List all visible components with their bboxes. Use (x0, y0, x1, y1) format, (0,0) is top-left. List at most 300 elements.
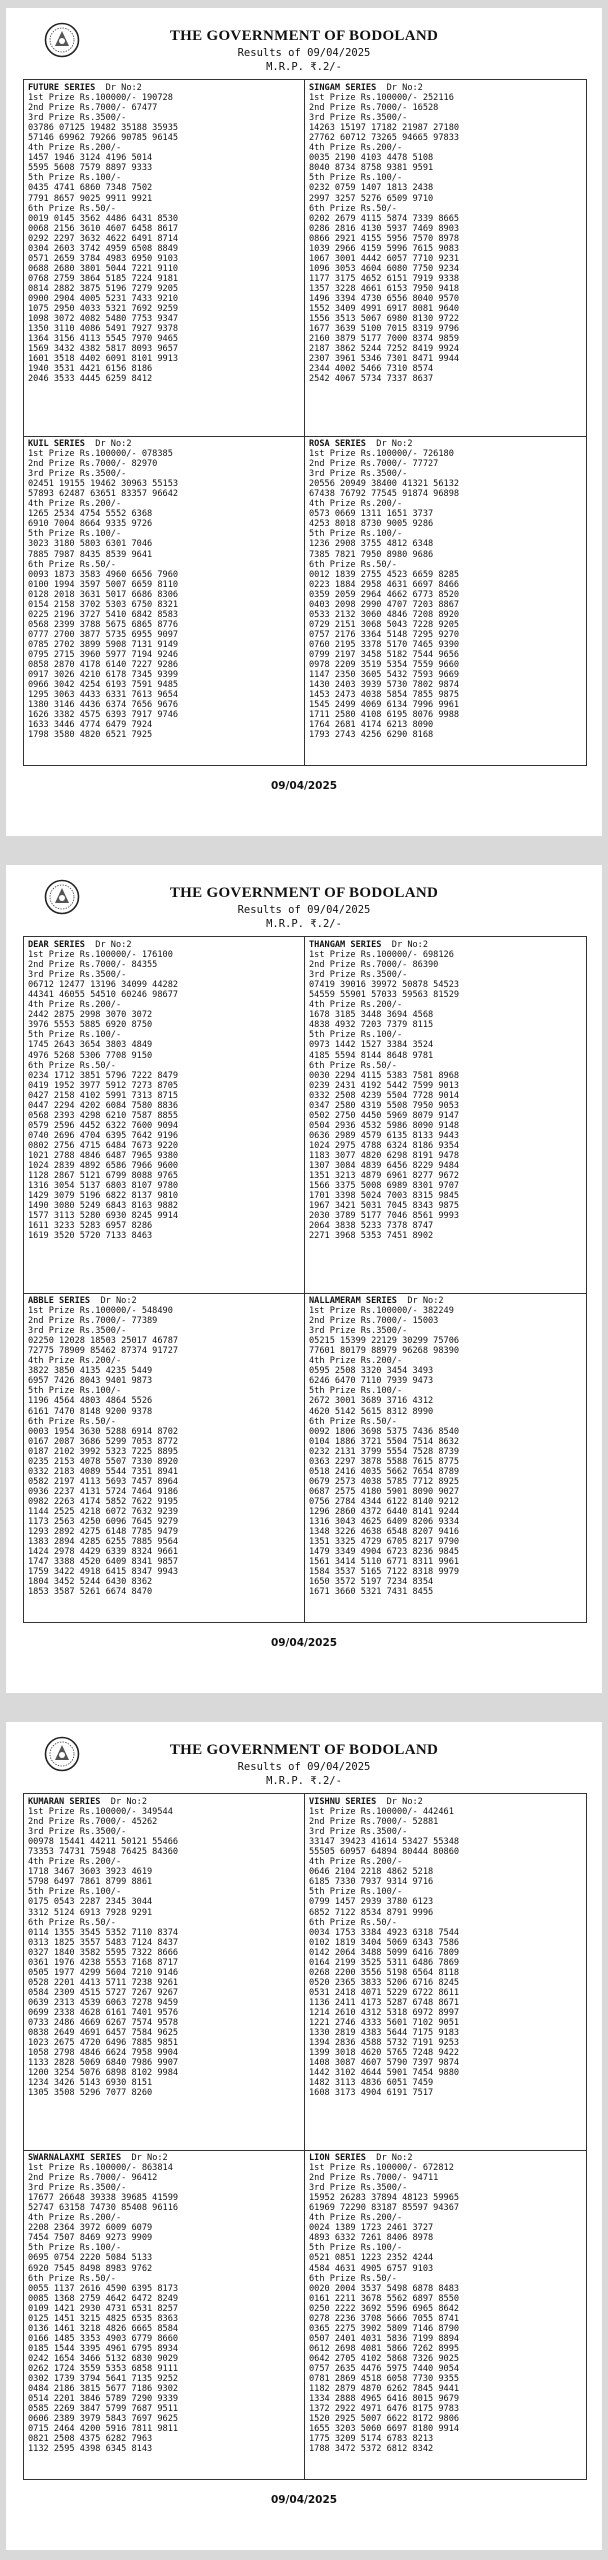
spacer (366, 2153, 376, 2163)
results-grid (23, 1793, 587, 2480)
result-line: 2064 3838 5233 7378 8747 (309, 1221, 434, 1232)
result-line: 0795 2715 3960 5977 7194 9246 (28, 649, 179, 660)
result-page (6, 8, 602, 836)
result-line: 0866 2921 4155 5956 7570 8978 (309, 233, 460, 244)
result-line: 2672 3001 3689 3716 4312 (309, 1396, 434, 1407)
result-line: 2160 3879 5177 7000 8374 9859 (309, 334, 460, 345)
result-line: 1350 3110 4086 5491 7927 9378 (28, 324, 179, 335)
result-line: 0858 2870 4178 6140 7227 9286 (28, 660, 179, 671)
result-line: 0521 0851 1223 2352 4244 (309, 2253, 434, 2264)
result-line: 1357 3228 4661 6153 7950 9418 (309, 283, 460, 294)
series-header (309, 1296, 581, 1306)
result-line: 7885 7987 8435 8539 9641 (28, 549, 153, 560)
result-line: 0202 2679 4115 5874 7339 8665 (309, 213, 460, 224)
result-line: 0760 2195 3378 5170 7465 9390 (309, 639, 460, 650)
result-line: 0242 1654 3466 5132 6830 9029 (28, 2353, 179, 2364)
spacer (381, 940, 391, 950)
result-line: 7791 8657 9025 9911 9921 (28, 193, 153, 204)
series-header (28, 940, 300, 950)
series-header (28, 1296, 300, 1306)
result-line: 0740 2696 4704 6395 7642 9196 (28, 1130, 179, 1141)
result-line: 0024 1389 1723 2461 3727 (309, 2223, 434, 2234)
row-divider (24, 436, 586, 437)
result-line: 1633 3446 4774 6479 7924 (28, 720, 153, 731)
result-line: 1307 3084 4839 6456 8229 9484 (309, 1161, 460, 1172)
result-line: 0528 2201 4413 5711 7238 9261 (28, 1977, 179, 1988)
result-line: 0034 1753 3384 4923 6318 7544 (309, 1927, 460, 1938)
spacer (121, 2153, 131, 2163)
result-line: 1701 3398 5024 7003 8315 9845 (309, 1191, 460, 1202)
result-line: 1096 3053 4604 6080 7750 9234 (309, 263, 460, 274)
result-line: 1182 2879 4870 6262 7845 9441 (309, 2384, 460, 2395)
result-line: 0568 2393 4298 6210 7587 8855 (28, 1110, 179, 1121)
result-line: 33147 39423 41614 53427 55348 (309, 1837, 460, 1848)
result-line: 0687 2575 4180 5901 8090 9027 (309, 1486, 460, 1497)
result-line: 1024 2975 4788 6324 8186 9354 (309, 1140, 460, 1151)
result-line: 1183 3077 4820 6298 8191 9478 (309, 1150, 460, 1161)
result-line: 1561 3414 5110 6771 8311 9961 (309, 1557, 460, 1568)
result-line: 0785 2702 3899 5908 7131 9149 (28, 639, 179, 650)
result-line: 0507 2401 4031 5836 7199 8894 (309, 2333, 460, 2344)
column-divider (304, 1794, 305, 2479)
result-line: 0003 1954 3630 5288 6914 8702 (28, 1426, 179, 1437)
draw-number: Dr No:2 (95, 439, 132, 449)
result-line: 1372 2922 4971 6476 8175 9783 (309, 2404, 460, 2415)
series-block (28, 1296, 300, 1597)
result-line: 2046 3533 4445 6259 8412 (28, 374, 153, 385)
result-line: 5th Prize Rs.100/- (309, 1887, 403, 1898)
result-line: 44341 46055 54510 60246 98677 (28, 990, 179, 1001)
result-line: 6th Prize Rs.50/- (28, 2273, 116, 2284)
result-line: 6920 7545 8498 8983 9762 (28, 2263, 153, 2274)
result-line: 6910 7004 8664 9335 9726 (28, 519, 153, 530)
result-line: 6246 6470 7110 7939 9473 (309, 1376, 434, 1387)
result-line: 5th Prize Rs.100/- (28, 2243, 122, 2254)
result-line: 2208 2364 3972 6009 6079 (28, 2223, 153, 2234)
result-line: 1305 3508 5296 7077 8260 (28, 2088, 153, 2099)
result-line: 1147 2350 3605 5432 7593 9669 (309, 670, 460, 681)
result-line: 1482 3113 4836 6051 7459 (309, 2078, 434, 2089)
result-line: 1496 3394 4730 6556 8040 9570 (309, 293, 460, 304)
result-line: 4th Prize Rs.200/- (28, 1000, 122, 1011)
series-header (309, 940, 581, 950)
results-grid (23, 936, 587, 1623)
result-page (6, 1722, 602, 2550)
result-line: 2030 3789 5177 7046 8561 9993 (309, 1211, 460, 1222)
result-line: 1569 3432 4382 5817 8093 9657 (28, 344, 179, 355)
result-line: 6th Prize Rs.50/- (28, 1060, 116, 1071)
result-line: 0332 2183 4089 5544 7351 8941 (28, 1466, 179, 1477)
series-block (309, 1797, 581, 2098)
result-line: 4th Prize Rs.200/- (28, 499, 122, 510)
series-header (309, 439, 581, 449)
result-line: 0838 2649 4691 6457 7584 9625 (28, 2028, 179, 2039)
result-line: 1408 3087 4607 5790 7397 9874 (309, 2058, 460, 2069)
result-line: 2nd Prize Rs.7000/- 15003 (309, 1316, 439, 1327)
result-line: 1711 2580 4108 6195 8076 9988 (309, 710, 460, 721)
result-line: 2997 3257 5276 6509 9710 (309, 193, 434, 204)
result-line: 3023 3180 5803 6301 7046 (28, 539, 153, 550)
result-line: 0777 2700 3877 5735 6955 9097 (28, 629, 179, 640)
result-line: 1st Prize Rs.100000/- 190728 (28, 93, 173, 104)
result-line: 0363 2297 3878 5588 7615 8775 (309, 1456, 460, 1467)
result-line: 1678 3185 3448 3694 4568 (309, 1010, 434, 1021)
result-line: 0520 2365 3833 5206 6716 8245 (309, 1977, 460, 1988)
result-line: 1764 2681 4174 6213 8090 (309, 720, 434, 731)
series-header (309, 2153, 581, 2163)
result-line: 4th Prize Rs.200/- (309, 1356, 403, 1367)
series-header (28, 83, 300, 93)
result-line: 54559 55901 57033 59563 81529 (309, 990, 460, 1001)
result-line: 0175 0543 2287 2345 3044 (28, 1897, 153, 1908)
page-footer-date: 09/04/2025 (270, 1637, 338, 1649)
result-line: 1265 2534 4754 5552 6368 (28, 509, 153, 520)
result-line: 0093 1873 3583 4960 6656 7960 (28, 569, 179, 580)
series-header (309, 1797, 581, 1807)
result-line: 0292 2297 3632 4622 6491 8714 (28, 233, 179, 244)
result-line: 0161 2211 3678 5562 6897 8550 (309, 2293, 460, 2304)
result-line: 0012 1839 2755 4523 6659 8285 (309, 569, 460, 580)
result-line: 2187 3862 5244 7252 8419 9924 (309, 344, 460, 355)
result-line: 1626 3382 4575 6393 7917 9746 (28, 710, 179, 721)
result-line: 1759 3422 4918 6415 8347 9943 (28, 1567, 179, 1578)
spacer (100, 1797, 110, 1807)
result-line: 6th Prize Rs.50/- (28, 1416, 116, 1427)
series-block (309, 439, 581, 740)
result-line: 1st Prize Rs.100000/- 726180 (309, 449, 454, 460)
result-line: 1556 3513 5067 6980 8130 9722 (309, 314, 460, 325)
result-line: 1st Prize Rs.100000/- 382249 (309, 1306, 454, 1317)
result-line: 0504 2936 4532 5986 8090 9148 (309, 1120, 460, 1131)
result-line: 1718 3467 3603 3923 4619 (28, 1867, 153, 1878)
series-name: SINGAM SERIES (309, 83, 377, 93)
result-line: 17677 26648 39338 39685 41599 (28, 2193, 179, 2204)
draw-number: Dr No:2 (110, 1797, 148, 1807)
result-line: 0973 1442 1527 3384 3524 (309, 1040, 434, 1051)
result-line: 1804 3452 5244 6430 8362 (28, 1577, 153, 1588)
result-line: 6957 7426 8043 9401 9873 (28, 1376, 153, 1387)
result-line: 1196 4564 4803 4864 5526 (28, 1396, 153, 1407)
result-line: 1745 2643 3654 3803 4849 (28, 1040, 153, 1051)
result-line: 4253 8018 8730 9005 9286 (309, 519, 434, 530)
result-line: 0286 2816 4130 5937 7469 8903 (309, 223, 460, 234)
result-line: 1584 3537 5165 7122 8318 9979 (309, 1567, 460, 1578)
result-line: 0814 2882 3875 5196 7279 9205 (28, 283, 179, 294)
result-line: 72775 78909 85462 87374 91727 (28, 1346, 179, 1357)
result-line: 0125 1451 3215 4825 6535 8363 (28, 2313, 179, 2324)
row-divider (24, 2150, 586, 2151)
result-line: 1st Prize Rs.100000/- 672812 (309, 2163, 454, 2174)
result-line: 0978 2209 3519 5354 7559 9660 (309, 660, 460, 671)
result-line: 0142 2064 3488 5099 6416 7809 (309, 1947, 460, 1958)
result-line: 6th Prize Rs.50/- (309, 203, 397, 214)
result-line: 6th Prize Rs.50/- (309, 559, 397, 570)
result-line: 1798 3580 4820 6521 7925 (28, 730, 153, 741)
draw-number: Dr No:2 (376, 2153, 413, 2163)
result-line: 0102 1819 3404 5069 6343 7586 (309, 1937, 460, 1948)
result-line: 1234 3426 5143 6930 8151 (28, 2078, 153, 2089)
result-line: 1424 2978 4429 6339 8324 9661 (28, 1547, 179, 1558)
result-line: 4th Prize Rs.200/- (309, 1857, 403, 1868)
result-line: 2344 4002 5466 7310 8574 (309, 364, 434, 375)
series-name: DEAR SERIES (28, 940, 85, 950)
result-line: 1775 3209 5174 6783 8213 (309, 2434, 434, 2445)
result-line: 0900 2904 4005 5231 7433 9210 (28, 293, 179, 304)
result-line: 6th Prize Rs.50/- (28, 1917, 116, 1928)
series-block (309, 940, 581, 1241)
column-divider (304, 937, 305, 1622)
result-line: 4th Prize Rs.200/- (28, 143, 122, 154)
result-line: 0636 2989 4579 6135 8133 9443 (309, 1130, 460, 1141)
draw-number: Dr No:2 (131, 2153, 168, 2163)
result-line: 0781 2869 4518 6058 7730 9355 (309, 2374, 460, 2385)
result-line: 0365 2275 3902 5809 7146 8790 (309, 2323, 460, 2334)
result-line: 0568 2399 3788 5675 6865 8776 (28, 619, 179, 630)
result-line: 2nd Prize Rs.7000/- 94711 (309, 2173, 439, 2184)
result-line: 1601 3518 4402 6091 8101 9913 (28, 354, 179, 365)
result-line: 0100 1994 3597 5007 6659 8110 (28, 579, 179, 590)
result-line: 2307 3961 5346 7301 8471 9944 (309, 354, 460, 365)
result-line: 6161 7470 8148 9200 9378 (28, 1406, 153, 1417)
draw-number: Dr No:2 (407, 1296, 444, 1306)
series-name: THANGAM SERIES (309, 940, 382, 950)
result-line: 3rd Prize Rs.3500/- (28, 469, 127, 480)
result-line: 0695 0754 2220 5084 5133 (28, 2253, 153, 2264)
series-block (309, 1296, 581, 1597)
result-line: 5th Prize Rs.100/- (28, 1030, 122, 1041)
price-line: M.R.P. ₹.2/- (266, 1775, 342, 1787)
result-line: 6th Prize Rs.50/- (28, 559, 116, 570)
result-line: 0304 2603 3742 4959 6508 8849 (28, 243, 179, 254)
result-line: 5798 6497 7861 8799 8861 (28, 1877, 153, 1888)
result-line: 1348 3226 4638 6548 8207 9416 (309, 1527, 460, 1538)
result-line: 1442 3102 4644 5901 7454 9880 (309, 2068, 460, 2079)
series-name: ROSA SERIES (309, 439, 366, 449)
result-line: 4th Prize Rs.200/- (28, 1857, 122, 1868)
result-line: 6th Prize Rs.50/- (309, 1060, 397, 1071)
series-name: KUMARAN SERIES (28, 1797, 101, 1807)
result-line: 0019 0145 3562 4486 6431 8530 (28, 213, 179, 224)
page-title: THE GOVERNMENT OF BODOLAND (169, 1742, 439, 1758)
result-line: 1655 3203 5060 6697 8180 9914 (309, 2424, 460, 2435)
result-line: 4893 6332 7261 8406 8978 (309, 2233, 434, 2244)
results-grid (23, 79, 587, 766)
result-line: 2nd Prize Rs.7000/- 45262 (28, 1817, 158, 1828)
result-line: 02250 12028 18503 25017 46787 (28, 1336, 179, 1347)
series-name: LION SERIES (309, 2153, 366, 2163)
result-line: 6185 7330 7937 9314 9716 (309, 1877, 434, 1888)
result-line: 0092 1806 3698 5375 7436 8540 (309, 1426, 460, 1437)
result-line: 1132 2595 4398 6345 8143 (28, 2444, 153, 2455)
result-line: 14263 15197 17182 21987 27180 (309, 123, 460, 134)
result-line: 0403 2098 2990 4707 7203 8867 (309, 599, 460, 610)
series-name: SWARNALAXMI SERIES (28, 2153, 122, 2163)
result-line: 2nd Prize Rs.7000/- 86390 (309, 960, 439, 971)
result-line: 0347 2580 4319 5508 7950 9053 (309, 1100, 460, 1111)
result-page (6, 865, 602, 1693)
result-line: 0639 2313 4539 6063 7278 9459 (28, 1997, 179, 2008)
result-line: 0756 2784 4344 6122 8140 9212 (309, 1496, 460, 1507)
result-line: 1351 3213 4879 6961 8277 9672 (309, 1171, 460, 1182)
result-line: 0035 2190 4103 4478 5108 (309, 153, 434, 164)
spacer (90, 1296, 100, 1306)
result-line: 61969 72290 83187 85597 94367 (309, 2203, 460, 2214)
result-line: 1st Prize Rs.100000/- 863814 (28, 2163, 173, 2174)
result-line: 0262 1724 3559 5353 6858 9111 (28, 2363, 179, 2374)
result-line: 4185 5594 8144 8648 9781 (309, 1050, 434, 1061)
result-line: 0757 2176 3364 5148 7295 9270 (309, 629, 460, 640)
result-line: 2442 2875 2998 3070 3072 (28, 1010, 153, 1021)
result-line: 1330 2819 4383 5644 7175 9183 (309, 2028, 460, 2039)
series-name: FUTURE SERIES (28, 83, 96, 93)
result-line: 1383 2894 4285 6255 7885 9564 (28, 1537, 179, 1548)
result-line: 0595 2508 3320 3454 3493 (309, 1366, 434, 1377)
result-line: 1380 3146 4436 6374 7656 9676 (28, 700, 179, 711)
page-footer-date: 09/04/2025 (270, 2494, 338, 2506)
result-line: 0518 2416 4035 5662 7654 8789 (309, 1466, 460, 1477)
result-line: 7454 7507 8469 9273 9909 (28, 2233, 153, 2244)
result-line: 0268 2200 3556 5198 6564 8118 (309, 1967, 460, 1978)
result-line: 1st Prize Rs.100000/- 176100 (28, 950, 173, 961)
draw-number: Dr No:2 (100, 1296, 137, 1306)
result-line: 0114 1355 3545 5352 7110 8374 (28, 1927, 179, 1938)
result-line: 77601 80179 88979 96268 98390 (309, 1346, 460, 1357)
result-line: 0799 1457 2939 3780 6123 (309, 1897, 434, 1908)
result-line: 0332 2508 4239 5504 7728 9014 (309, 1090, 460, 1101)
result-line: 0715 2464 4200 5916 7811 9811 (28, 2424, 179, 2435)
result-line: 5th Prize Rs.100/- (309, 173, 403, 184)
result-line: 57146 69962 79266 90785 96145 (28, 133, 179, 144)
result-line: 0502 2750 4450 5969 8079 9147 (309, 1110, 460, 1121)
result-line: 0225 2196 3727 5410 6842 8583 (28, 609, 179, 620)
series-block (309, 2153, 581, 2454)
result-line: 2nd Prize Rs.7000/- 16528 (309, 103, 439, 114)
result-line: 1236 2908 3755 4812 6348 (309, 539, 434, 550)
result-line: 05215 15399 22129 30299 75706 (309, 1336, 460, 1347)
result-line: 0484 2186 3815 5677 7186 9302 (28, 2384, 179, 2395)
result-line: 5th Prize Rs.100/- (28, 529, 122, 540)
column-divider (304, 80, 305, 765)
result-line: 4th Prize Rs.200/- (28, 2213, 122, 2224)
draw-number: Dr No:2 (376, 439, 413, 449)
result-line: 0757 2635 4476 5975 7440 9054 (309, 2363, 460, 2374)
result-line: 1200 3254 5076 6898 8102 9984 (28, 2068, 179, 2079)
result-line: 0166 1485 3353 4903 6779 8660 (28, 2333, 179, 2344)
result-line: 0427 2158 4102 5991 7313 8715 (28, 1090, 179, 1101)
result-line: 1940 3531 4421 6156 8186 (28, 364, 153, 375)
spacer (85, 439, 95, 449)
result-line: 0699 2338 4628 6161 7401 9576 (28, 2007, 179, 2018)
result-line: 0821 2508 4375 6282 7963 (28, 2434, 153, 2445)
draw-number: Dr No:2 (386, 83, 423, 93)
result-line: 0313 1825 3557 5483 7124 8437 (28, 1937, 179, 1948)
result-line: 0966 3042 4254 6193 7591 9485 (28, 680, 179, 691)
result-line: 2271 3968 5353 7451 8902 (309, 1231, 434, 1242)
result-line: 0612 2698 4081 5866 7262 8995 (309, 2343, 460, 2354)
result-line: 0642 2705 4102 5868 7326 9025 (309, 2353, 460, 2364)
result-line: 3rd Prize Rs.3500/- (28, 1827, 127, 1838)
results-date-line: Results of 09/04/2025 (237, 1761, 371, 1773)
result-line: 1039 2966 4159 5996 7615 9083 (309, 243, 460, 254)
result-line: 07419 39016 39972 50878 54523 (309, 980, 460, 991)
result-line: 6th Prize Rs.50/- (309, 1416, 397, 1427)
result-line: 1293 2892 4275 6148 7785 9479 (28, 1527, 179, 1538)
result-line: 0232 2131 3799 5554 7528 8739 (309, 1446, 460, 1457)
result-line: 5th Prize Rs.100/- (28, 1887, 122, 1898)
result-line: 1399 3018 4620 5765 7248 9422 (309, 2048, 460, 2059)
page-footer-date: 09/04/2025 (270, 780, 338, 792)
result-line: 0223 1884 2958 4631 6697 8466 (309, 579, 460, 590)
result-line: 1747 3388 4520 6409 8341 9857 (28, 1557, 179, 1568)
spacer (376, 83, 386, 93)
result-line: 1351 3325 4729 6705 8217 9790 (309, 1537, 460, 1548)
result-line: 3rd Prize Rs.3500/- (309, 1827, 408, 1838)
result-line: 1st Prize Rs.100000/- 252116 (309, 93, 454, 104)
result-line: 3rd Prize Rs.3500/- (28, 970, 127, 981)
result-line: 1364 3156 4113 5545 7970 9465 (28, 334, 179, 345)
result-line: 0688 2680 3801 5044 7221 9110 (28, 263, 179, 274)
result-line: 6th Prize Rs.50/- (309, 2273, 397, 2284)
result-line: 0531 2418 4071 5229 6722 8611 (309, 1987, 460, 1998)
result-line: 1677 3639 5100 7015 8319 9796 (309, 324, 460, 335)
result-line: 0917 3026 4210 6178 7345 9399 (28, 670, 179, 681)
result-line: 1133 2828 5069 6840 7986 9907 (28, 2058, 179, 2069)
result-line: 1144 2525 4218 6072 7632 9239 (28, 1506, 179, 1517)
spacer (85, 940, 95, 950)
result-line: 0359 2059 2964 4662 6773 8520 (309, 589, 460, 600)
result-line: 0030 2294 4115 5383 7581 8968 (309, 1070, 460, 1081)
page-title: THE GOVERNMENT OF BODOLAND (169, 885, 439, 901)
result-line: 1788 3472 5372 6812 8342 (309, 2444, 434, 2455)
result-line: 2nd Prize Rs.7000/- 96412 (28, 2173, 158, 2184)
result-line: 0055 1137 2616 4590 6395 8173 (28, 2283, 179, 2294)
result-line: 0679 2573 4038 5785 7712 8925 (309, 1476, 460, 1487)
series-block (28, 940, 300, 1241)
series-block (28, 2153, 300, 2454)
result-line: 52747 63158 74730 85408 96116 (28, 2203, 179, 2214)
result-line: 7385 7821 7950 8980 9686 (309, 549, 434, 560)
result-line: 1566 3375 5008 6989 8301 9707 (309, 1181, 460, 1192)
price-line: M.R.P. ₹.2/- (266, 918, 342, 930)
spacer (366, 439, 376, 449)
series-block (309, 83, 581, 384)
result-line: 0109 1421 2930 4731 6531 8257 (28, 2303, 179, 2314)
result-line: 0239 2431 4192 5442 7599 9013 (309, 1080, 460, 1091)
result-line: 2nd Prize Rs.7000/- 67477 (28, 103, 158, 114)
result-line: 0187 2102 3992 5323 7225 8895 (28, 1446, 179, 1457)
result-line: 2nd Prize Rs.7000/- 77389 (28, 1316, 158, 1327)
result-line: 5th Prize Rs.100/- (28, 1386, 122, 1397)
result-line: 4th Prize Rs.200/- (309, 1000, 403, 1011)
result-line: 1295 3063 4433 6331 7613 9654 (28, 690, 179, 701)
result-line: 1021 2788 4846 6487 7965 9380 (28, 1150, 179, 1161)
spacer (376, 1797, 386, 1807)
result-line: 0799 2197 3458 5182 7544 9656 (309, 649, 460, 660)
result-line: 0579 2596 4452 6322 7600 9094 (28, 1120, 179, 1131)
series-name: KUIL SERIES (28, 439, 85, 449)
result-line: 1479 3349 4904 6723 8236 9845 (309, 1547, 460, 1558)
result-line: 0435 4741 6860 7348 7502 (28, 183, 153, 194)
series-block (28, 439, 300, 740)
result-line: 1490 3080 5249 6843 8163 9882 (28, 1201, 179, 1212)
series-header (28, 1797, 300, 1807)
result-line: 5th Prize Rs.100/- (309, 529, 403, 540)
result-line: 3rd Prize Rs.3500/- (28, 1326, 127, 1337)
result-line: 1023 2675 4720 6496 7885 9851 (28, 2038, 179, 2049)
draw-number: Dr No:2 (95, 940, 132, 950)
result-line: 3rd Prize Rs.3500/- (28, 113, 127, 124)
result-line: 0234 1712 3851 5796 7222 8479 (28, 1070, 179, 1081)
